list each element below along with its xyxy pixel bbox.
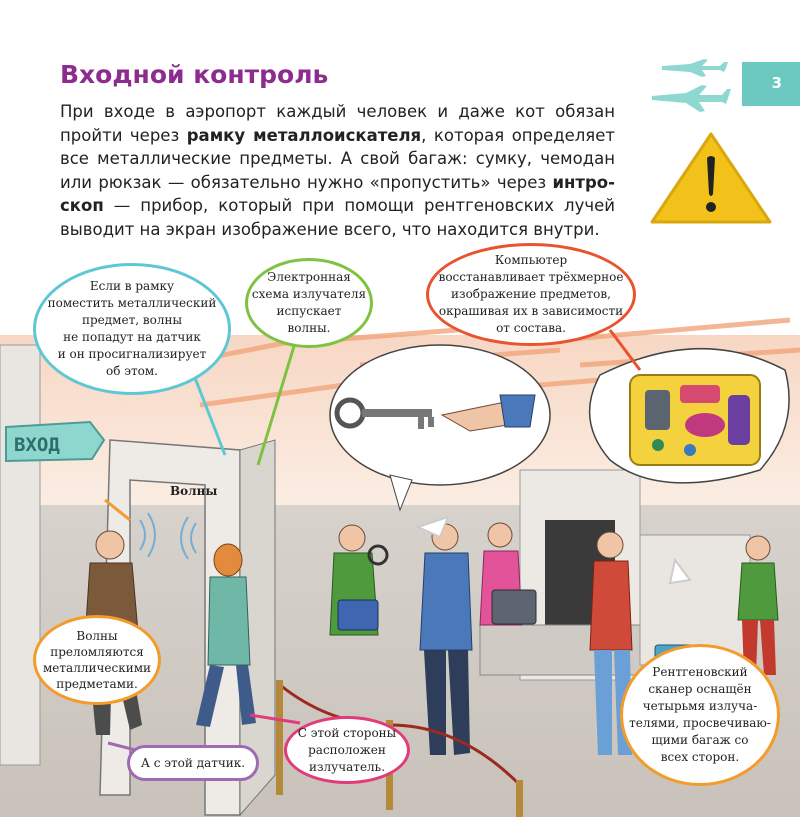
waves-label: Волны [170,484,218,498]
page-number: 3 [771,74,782,92]
warning-triangle-icon [647,128,775,228]
intro-term: интроскоп [60,172,615,215]
entrance-sign [6,422,104,461]
bubble-scanner: Рентгеновский сканер оснащён четырьмя излуча- телями, просвечиваю- щими багаж со всех сторон. [620,644,780,786]
intro-term: рамку металлоискателя [186,125,422,145]
xray-thought-bubble [590,349,790,483]
page-title: Входной контроль [60,60,329,89]
bubble-waves: Волны преломляются металлическими предметами. [33,615,161,705]
bubble-sensor: А с этой датчик. [127,745,259,781]
bubble-computer: Компьютер восстанавливает трёхмерное изображение предметов, окрашивая их в зависимости от состава. [426,243,636,346]
intro-paragraph [60,100,615,241]
intro-text: , которая определяет все металлические предметы. А свой багаж: сумку, чемодан или рюкзак — обязательно нужно «пропустить» через [60,125,615,192]
entrance-sign-text: ВХОД [14,434,60,456]
bubble-emitter: С этой стороны расположен излучатель. [284,716,410,784]
bubble-circuit: Электронная схема излучателя испускает волны. [245,258,373,348]
intro-text: При входе в аэропорт каждый человек и даже кот обязан пройти через [60,102,615,145]
bubble-frame: Если в рамку поместить металлический предмет, волны не попадут на датчик и он просигнализирует об этом. [33,263,231,395]
plane-icon [650,58,750,114]
intro-text: — прибор, который при помощи рентгеновских лучей выводит на экран изображение всего, что находится внутри. [60,196,615,239]
